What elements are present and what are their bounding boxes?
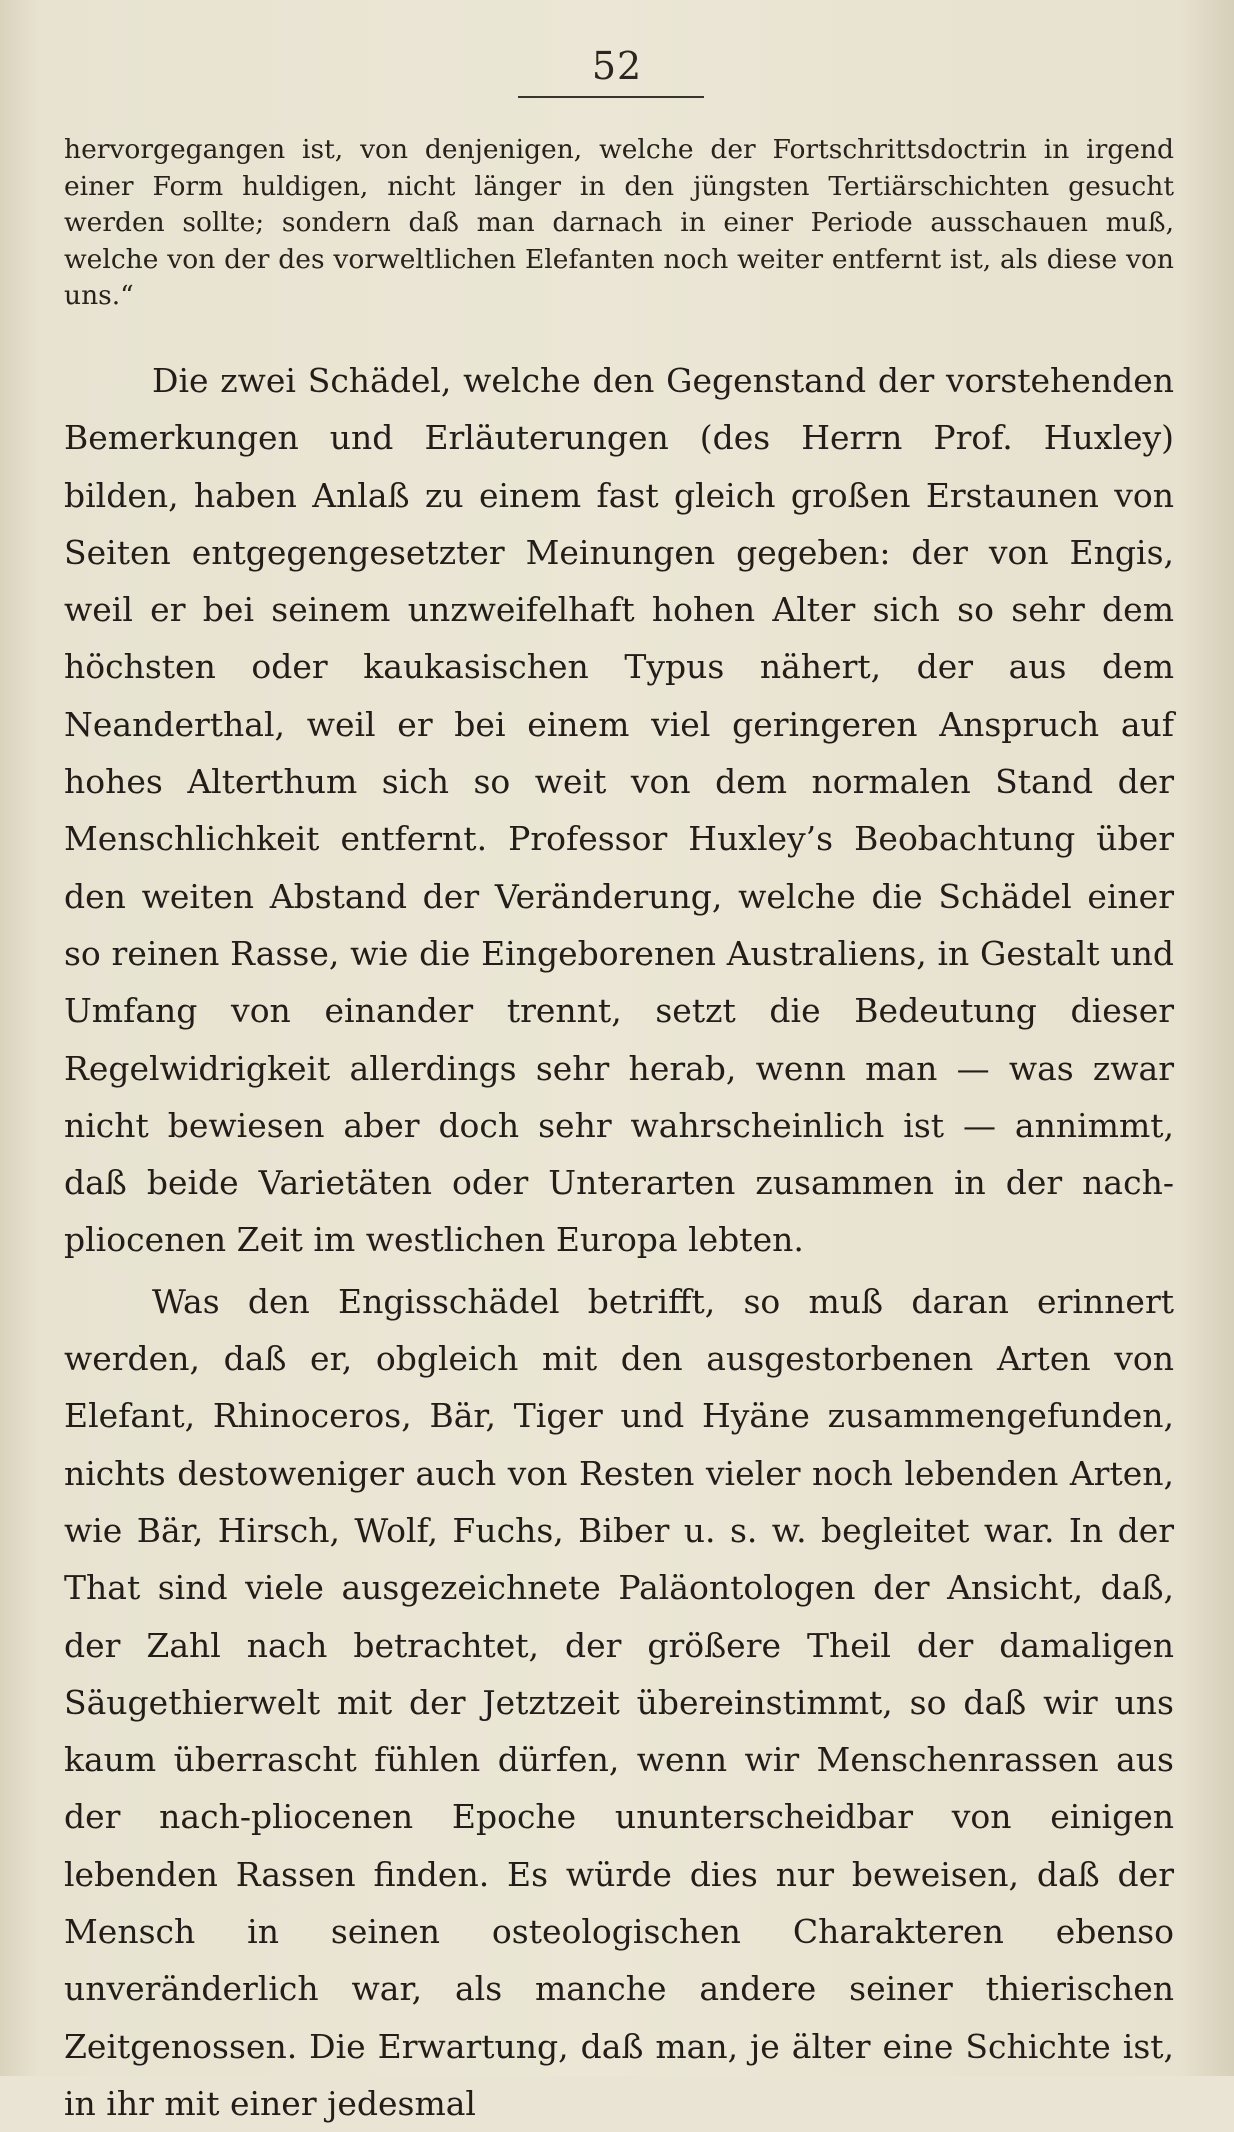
paragraph-skulls: Die zwei Schädel, welche den Gegenstand der vorstehenden Bemerkungen und Erläuterungen (des Herrn Prof. Huxley) bilden, haben Anlaß zu einem fast gleich großen Erstaunen von Seiten entgegengesetzter Meinungen gegeben: der von Engis, weil er bei seinem unzweifelhaft hohen Alter sich so sehr dem höchsten oder kaukasischen Typus nähert, der aus dem Neanderthal, weil er bei einem viel geringeren Anspruch auf hohes Alterthum sich so weit von dem normalen Stand der Menschlichkeit entfernt. Professor Huxley’s Beobachtung über den weiten Abstand der Veränderung, welche die Schädel einer so reinen Rasse, wie die Eingeborenen Australiens, in Gestalt und Umfang von einander trennt, setzt die Bedeutung dieser Regelwidrigkeit allerdings sehr herab, wenn man — was zwar nicht bewiesen aber doch sehr wahrscheinlich ist — annimmt, daß beide Varietäten oder Unterarten zusammen in der nach-pliocenen Zeit im westlichen Europa lebten.: [64, 361, 1174, 1260]
body-text: [64, 352, 1174, 2132]
header-rule: [518, 96, 704, 98]
quote-continuation: hervorgegangen ist, von denjenigen, welche der Fortschrittsdoctrin in irgend einer Form huldigen, nicht länger in den jüngsten Tertiärschichten gesucht werden sollte; sondern daß man darnach in einer Periode ausschauen muß, welche von der des vorweltlichen Elefanten noch weiter entfernt ist, als diese von uns.“: [64, 134, 1174, 311]
page-number: 52: [591, 44, 643, 88]
paragraph-engis-skull: Was den Engisschädel betrifft, so muß daran erinnert werden, daß er, obgleich mit den ausgestorbenen Arten von Elefant, Rhinoceros, Bär, Tiger und Hyäne zusammengefunden, nichts destoweniger auch von Resten vieler noch lebenden Arten, wie Bär, Hirsch, Wolf, Fuchs, Biber u. s. w. begleitet war. In der That sind viele ausgezeichnete Paläontologen der Ansicht, daß, der Zahl nach betrachtet, der größere Theil der damaligen Säugethierwelt mit der Jetztzeit übereinstimmt, so daß wir uns kaum überrascht fühlen dürfen, wenn wir Menschenrassen aus der nach-pliocenen Epoche ununterscheidbar von einigen lebenden Rassen finden. Es würde dies nur beweisen, daß der Mensch in seinen osteologischen Charakteren ebenso unveränderlich war, als manche andere seiner thierischen Zeitgenossen. Die Erwartung, daß man, je älter eine Schichte ist, in ihr mit einer jedesmal: [64, 1281, 1174, 2123]
